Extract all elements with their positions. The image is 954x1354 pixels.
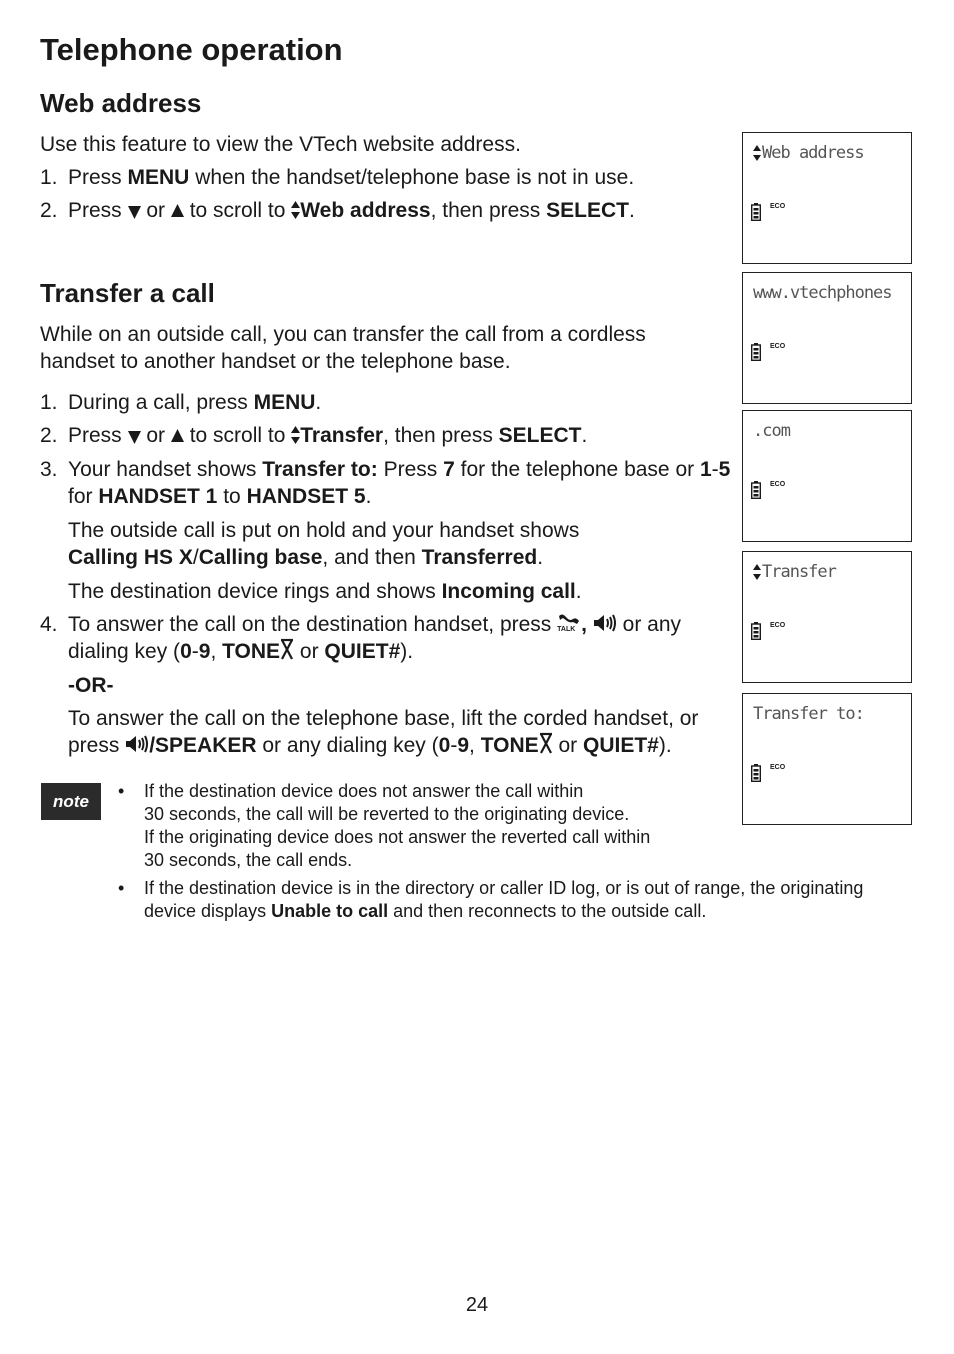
transfer-step-2: 2. Press or to scroll to Transfer, then press SELECT. bbox=[40, 424, 588, 447]
lcd-screen-transfer-to bbox=[742, 693, 912, 825]
lcd-text: Web address bbox=[762, 143, 864, 163]
step-number: 4. bbox=[40, 613, 58, 636]
menu-key: MENU bbox=[127, 166, 190, 189]
up-arrow-icon bbox=[171, 204, 184, 219]
up-down-arrow-icon bbox=[753, 145, 761, 161]
transfer-step-3-hold: The outside call is put on hold and your handset shows Calling HS X/Calling base, and then Transferred. bbox=[68, 519, 580, 569]
step-number: 1. bbox=[40, 166, 58, 189]
battery-icon bbox=[751, 622, 761, 640]
web-address-step-2: 2. Press or to scroll to Web address, then press SELECT. bbox=[40, 199, 635, 222]
section-heading-web-address: Web address bbox=[40, 88, 202, 118]
page-number: 24 bbox=[465, 1294, 489, 1316]
down-arrow-icon bbox=[128, 204, 141, 219]
up-down-arrow-icon bbox=[291, 426, 300, 444]
transfer-step-4-base: To answer the call on the telephone base, lift the corded handset, or press /SPEAKER or any dialing key (0-9, TONE or QUIET#). bbox=[68, 707, 699, 757]
bullet: • bbox=[118, 781, 125, 801]
eco-indicator: ECO bbox=[770, 481, 786, 488]
battery-icon bbox=[751, 343, 761, 361]
web-address-step-1: 1. Press MENU when the handset/telephone base is not in use. bbox=[40, 166, 635, 189]
up-down-arrow-icon bbox=[753, 564, 761, 580]
transfer-step-3-rings: The destination device rings and shows Incoming call. bbox=[68, 580, 582, 603]
speaker-icon bbox=[593, 613, 617, 633]
lcd-screen-web-address bbox=[742, 132, 912, 264]
note-item-1: If the destination device does not answer the call within 30 seconds, the call will be reverted to the originating device. If the originating device does not answer the reverted call within 30 seconds, the call ends. bbox=[144, 781, 651, 870]
lcd-text: Transfer to: bbox=[753, 704, 864, 724]
lcd-text: Transfer bbox=[762, 562, 836, 582]
lcd-screen-com bbox=[742, 410, 912, 542]
battery-icon bbox=[751, 203, 761, 221]
speaker-icon bbox=[125, 734, 149, 754]
eco-indicator: ECO bbox=[770, 203, 786, 210]
battery-icon bbox=[751, 764, 761, 782]
lcd-text: .com bbox=[753, 421, 790, 441]
lcd-text: www.vtechphones bbox=[753, 283, 892, 303]
tone-icon bbox=[280, 638, 294, 660]
or-label: -OR- bbox=[68, 674, 114, 697]
step-number: 3. bbox=[40, 458, 58, 481]
transfer-intro: While on an outside call, you can transfer the call from a cordless handset to another handset or the telephone base. bbox=[40, 323, 646, 373]
note-badge: note bbox=[41, 783, 101, 820]
talk-icon: TALK bbox=[557, 613, 581, 635]
page-title: Telephone operation bbox=[40, 32, 343, 67]
web-address-intro: Use this feature to view the VTech website address. bbox=[40, 133, 521, 156]
note-item-2: If the destination device is in the directory or caller ID log, or is out of range, the originating device displays Unable to call and then reconnects to the outside call. bbox=[144, 878, 864, 921]
battery-icon bbox=[751, 481, 761, 499]
eco-indicator: ECO bbox=[770, 622, 786, 629]
down-arrow-icon bbox=[128, 429, 141, 444]
section-heading-transfer: Transfer a call bbox=[40, 278, 215, 308]
up-arrow-icon bbox=[171, 429, 184, 444]
step-number: 2. bbox=[40, 424, 58, 447]
transfer-step-3: 3. Your handset shows Transfer to: Press 7 for the telephone base or 1-5 for HANDSET 1 to HANDSET 5. bbox=[40, 458, 731, 508]
transfer-step-1: 1. During a call, press MENU. bbox=[40, 391, 322, 414]
eco-indicator: ECO bbox=[770, 764, 786, 771]
transfer-step-4: 4. To answer the call on the destination handset, press TALK , or any dialing key (0-9, TONE or QUIET#). bbox=[40, 613, 682, 663]
step-number: 2. bbox=[40, 199, 58, 222]
up-down-arrow-icon bbox=[291, 201, 300, 219]
bullet: • bbox=[118, 878, 125, 898]
lcd-screen-transfer bbox=[742, 551, 912, 683]
lcd-screen-url bbox=[742, 272, 912, 404]
step-number: 1. bbox=[40, 391, 58, 414]
eco-indicator: ECO bbox=[770, 343, 786, 350]
tone-icon bbox=[539, 732, 553, 754]
